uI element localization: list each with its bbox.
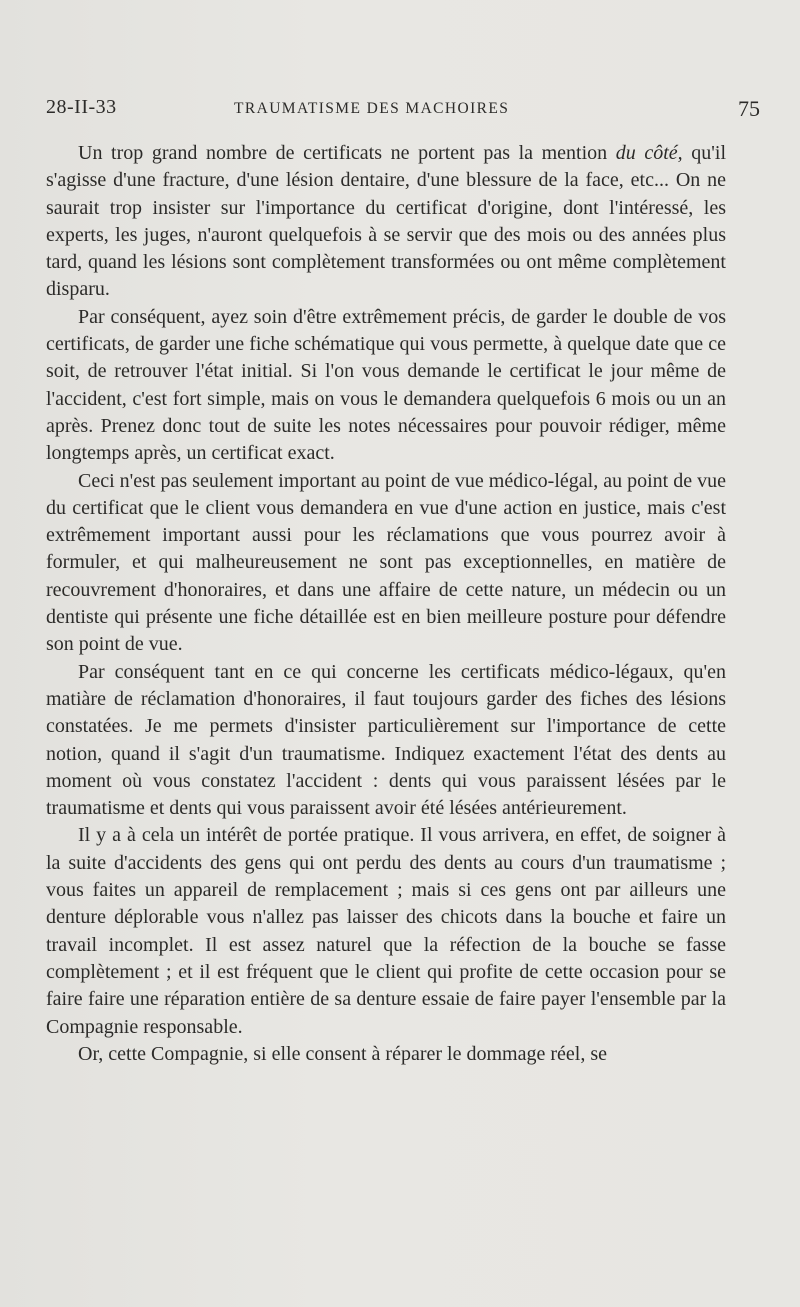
paragraph-3: Ceci n'est pas seulement important au point de vue médico-légal, au point de vue du certificat que le client vous demandera en vue d'une action en justice, mais c'est extrêmement important aussi pour les réclamations que vous pourrez avoir à formuler, et qui malheureusement ne sont pas exceptionnelles, en matière de recouvrement d'honoraires, et dans une affaire de cette nature, un médecin ou un dentiste qui présente une fiche détaillée est en bien meilleure posture pour défendre son point de vue. xyxy=(46,469,726,656)
page-number: 75 xyxy=(738,96,760,121)
paragraph-1-start: Un trop grand nombre de certificats ne portent pas la mention xyxy=(78,142,616,164)
body-text xyxy=(46,140,726,1068)
paragraph-2: Par conséquent, ayez soin d'être extrêmement précis, de garder le double de vos certificats, de garder une fiche schématique qui vous permette, à quelque date que ce soit, de retrouver l'état initial. Si l'on vous demande le certificat le jour même de l'accident, c'est fort simple, mais on vous le demandera quelquefois 6 mois ou un an après. Prenez donc tout de suite les notes nécessaires pour pouvoir rédiger, même longtemps après, un certificat exact. xyxy=(46,305,726,465)
paragraph-1-rest: qu'il s'agisse d'une fracture, d'une lésion dentaire, d'une blessure de la face, etc... On ne saurait trop insister sur l'importance du certificat d'origine, dont l'intéressé, les experts, les juges, n'auront quelquefois à se servir que des mois ou des années plus tard, quand les lésions sont complètement transformées ou ont même complètement disparu. xyxy=(46,142,727,301)
header-date: 28-II-33 xyxy=(46,96,117,118)
paragraph-4: Par conséquent tant en ce qui concerne les certificats médico-légaux, qu'en matiàre de réclamation d'honoraires, il faut toujours garder des fiches des lésions constatées. Je me permets d'insister particulièrement sur l'importance de cette notion, quand il s'agit d'un traumatisme. Indiquez exactement l'état des dents au moment où vous constatez l'accident : dents qui vous paraissent lésées par le traumatisme et dents qui vous paraissent avoir été lésées antérieurement. xyxy=(46,660,726,820)
paragraph-5: Il y a à cela un intérêt de portée pratique. Il vous arrivera, en effet, de soigner à la suite d'accidents des gens qui ont perdu des dents au cours d'un traumatisme ; vous faites un appareil de remplacement ; mais si ces gens ont par ailleurs une denture déplorable vous n'allez pas laisser des chicots dans la bouche et faire un travail incomplet. Il est assez naturel que la réfection de la bouche se fasse complètement ; et il est fréquent que le client qui profite de cette occasion pour se faire faire une réparation entière de sa denture essaie de faire payer l'ensemble par la Compagnie responsable. xyxy=(46,824,726,1038)
paragraph-6: Or, cette Compagnie, si elle consent à réparer le dommage réel, se xyxy=(78,1042,607,1065)
paragraph-1 xyxy=(46,140,726,304)
running-title: TRAUMATISME DES MACHOIRES xyxy=(234,100,510,117)
running-header xyxy=(46,96,760,126)
paragraph-1-emphasis: du côté, xyxy=(615,142,683,164)
